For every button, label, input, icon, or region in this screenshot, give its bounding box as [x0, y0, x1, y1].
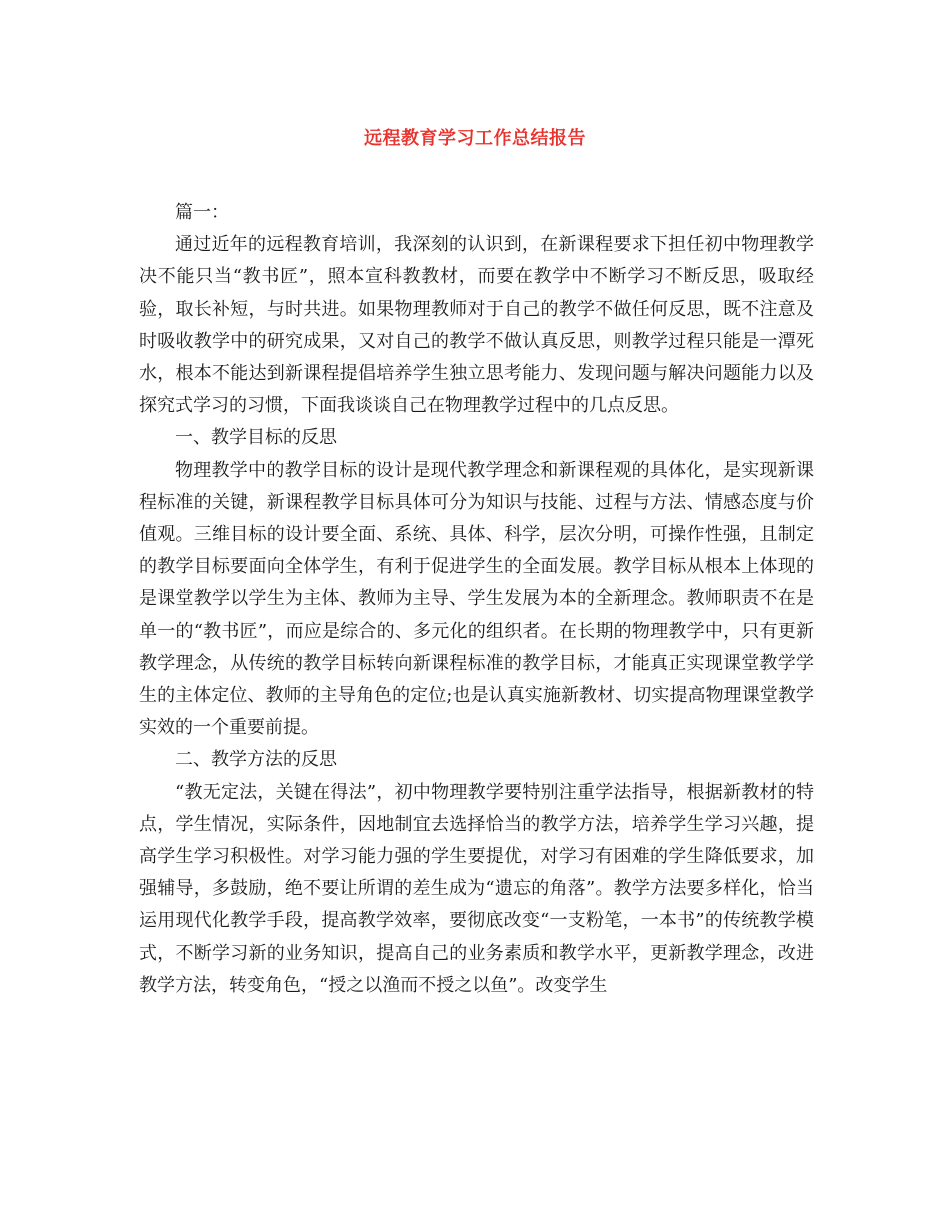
intro-paragraph: 通过近年的远程教育培训，我深刻的认识到，在新课程要求下担任初中物理教学决不能只当“教书匠”，照本宣科教教材，而要在教学中不断学习不断反思，吸取经验，取长补短，与时共进。如果物理教师对于自己的教学不做任何反思，既不注意及时吸收教学中的研究成果，又对自己的教学不做认真反思，则教学过程只能是一潭死水，根本不能达到新课程提倡培养学生独立思考能力、发现问题与解决问题能力以及探究式学习的习惯，下面我谈谈自己在物理教学过程中的几点反思。: [139, 234, 814, 417]
section-heading-teaching-goals: 一、教学目标的反思: [175, 427, 337, 449]
teaching-goals-paragraph: 物理教学中的教学目标的设计是现代教学理念和新课程观的具体化，是实现新课程标准的关键，新课程教学目标具体可分为知识与技能、过程与方法、情感态度与价值观。三维目标的设计要全面、系统、具体、科学，层次分明，可操作性强，且制定的教学目标要面向全体学生，有利于促进学生的全面发展。教学目标从根本上体现的是课堂教学以学生为主体、教师为主导、学生发展为本的全新理念。教师职责不在是单一的“教书匠”，而应是综合的、多元化的组织者。在长期的物理教学中，只有更新教学理念，从传统的教学目标转向新课程标准的教学目标，才能真正实现课堂教学学生的主体定位、教师的主导角色的定位;也是认真实施新教材、切实提高物理课堂教学实效的一个重要前提。: [139, 459, 814, 739]
document-title: 远程教育学习工作总结报告: [364, 128, 586, 149]
document-body: [139, 197, 814, 1002]
section-heading-teaching-methods: 二、教学方法的反思: [175, 749, 337, 771]
teaching-methods-paragraph: “教无定法，关键在得法”，初中物理教学要特别注重学法指导，根据新教材的特点，学生情况，实际条件，因地制宜去选择恰当的教学方法，培养学生学习兴趣，提高学生学习积极性。对学习能力强的学生要提优，对学习有困难的学生降低要求，加强辅导，多鼓励，绝不要让所谓的差生成为“遗忘的角落”。教学方法要多样化，恰当运用现代化教学手段，提高教学效率，要彻底改变“一支粉笔，一本书”的传统教学模式，不断学习新的业务知识，提高自己的业务素质和教学水平，更新教学理念，改进教学方法，转变角色，“授之以渔而不授之以鱼”。改变学生: [139, 781, 814, 996]
section-label-part-one: 篇一：: [175, 202, 229, 223]
